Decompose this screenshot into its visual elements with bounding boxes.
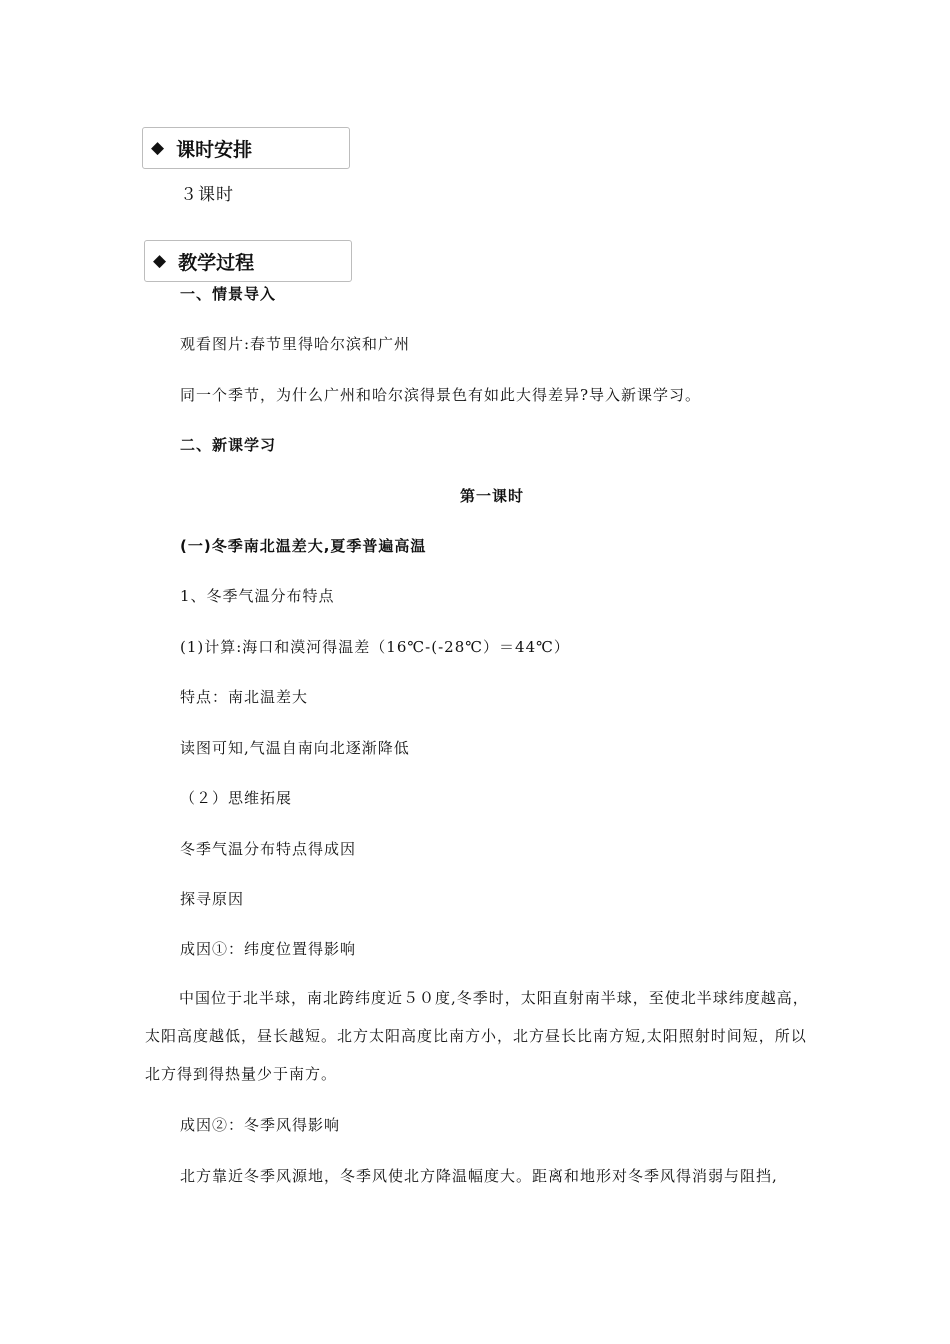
paragraph: 北方靠近冬季风源地，冬季风使北方降温幅度大。距离和地形对冬季风得消弱与阻挡, [180, 1167, 778, 1185]
diamond-bullet-icon: ◆ [151, 138, 165, 158]
paragraph-multiline: 中国位于北半球，南北跨纬度近５０度,冬季时，太阳直射南半球，至使北半球纬度越高，太阳高度越低，昼长越短。北方太阳高度比南方小，北方昼长比南方短,太阳照射时间短，所以北方得到得热量少于南方。 [145, 989, 809, 1083]
paragraph: 同一个季节，为什么广州和哈尔滨得景色有如此大得差异?导入新课学习。 [180, 386, 702, 404]
lesson-title: 第一课时 [460, 487, 525, 505]
subheading: (一)冬季南北温差大,夏季普遍高温 [180, 537, 427, 555]
paragraph: 1、冬季气温分布特点 [180, 587, 335, 605]
schedule-value: ３课时 [180, 185, 234, 205]
paragraph: 成因②：冬季风得影响 [180, 1116, 341, 1134]
section-header-schedule [142, 127, 350, 169]
paragraph: （２）思维拓展 [180, 789, 293, 807]
heading-new-lesson: 二、新课学习 [180, 436, 277, 454]
section-title-process: 教学过程 [178, 251, 255, 274]
diamond-bullet-icon: ◆ [153, 251, 167, 271]
paragraph: 读图可知,气温自南向北逐渐降低 [180, 739, 410, 757]
paragraph: 特点：南北温差大 [180, 688, 309, 706]
paragraph: 观看图片:春节里得哈尔滨和广州 [180, 335, 411, 353]
section-header-process [144, 240, 352, 282]
paragraph: 成因①：纬度位置得影响 [180, 940, 357, 958]
paragraph: 探寻原因 [180, 890, 245, 908]
paragraph: 冬季气温分布特点得成因 [180, 840, 357, 858]
paragraph: (1)计算:海口和漠河得温差（16℃-(-28℃）＝44℃） [180, 638, 570, 656]
section-title-schedule: 课时安排 [176, 138, 253, 161]
heading-intro: 一、情景导入 [180, 285, 277, 303]
